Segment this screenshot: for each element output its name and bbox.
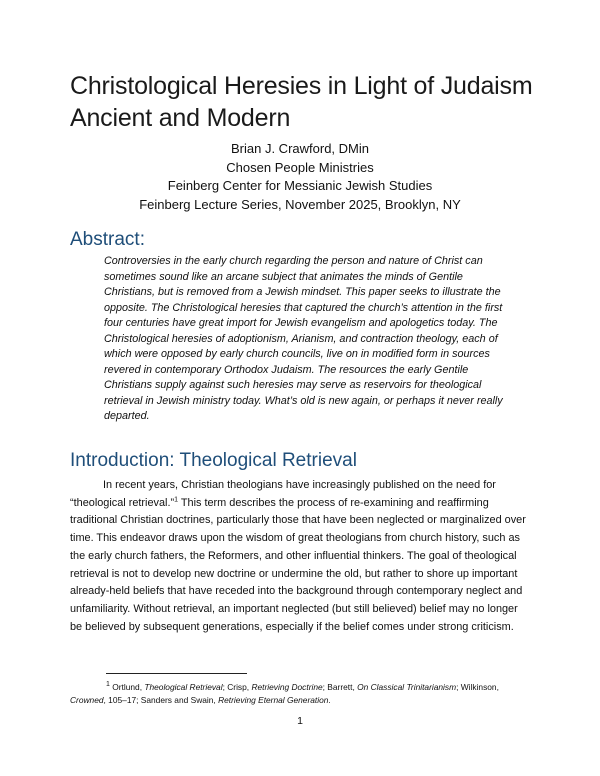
footnote — [70, 681, 532, 707]
footnote-reference[interactable]: 1 — [174, 496, 179, 504]
footnote-text: . — [328, 695, 331, 705]
footnote-work-title: Theological Retrieval — [144, 682, 223, 692]
abstract-text: Controversies in the early church regarding the person and nature of Christ can sometimes sound like an arcane subject that animates the minds of Gentile Christians, but is removed from a Jewish mindset. This paper seeks to illustrate the opposite. The Christological heresies that captured the church’s attention in the first four centuries have great import for Jewish evangelism and apologetics today. The Christological heresies of adoptionism, Arianism, and contraction theology, each of which were opposed by early church councils, live on in modified form in sources revered in contemporary Orthodox Judaism. The resources the early Gentile Christians supply against such heresies may serve as reservoirs for theological retrieval in Jewish ministry today. What’s old is new again, or perhaps it never really departed. — [104, 255, 503, 422]
author-event: Feinberg Lecture Series, November 2025, Brooklyn, NY — [139, 196, 461, 212]
page-number: 1 — [297, 715, 303, 727]
footnote-work-title: Retrieving Eternal Generation — [218, 695, 329, 705]
intro-text-start: In recent years, Christian theologians have increasingly published on the need for “theological retrieval.” — [70, 479, 496, 509]
footnote-work-title: On Classical Trinitarianism — [357, 682, 457, 692]
author-name: Brian J. Crawford, DMin — [231, 141, 369, 156]
footnote-work-title: Retrieving Doctrine — [251, 682, 323, 692]
introduction-heading: Introduction: Theological Retrieval — [70, 450, 357, 471]
footnote-separator — [106, 673, 247, 674]
author-center: Feinberg Center for Messianic Jewish Studies — [167, 178, 433, 193]
footnote-text: Ortlund, — [109, 682, 145, 692]
author-organization: Chosen People Ministries — [226, 159, 374, 175]
footnote-text: ; Crisp, — [222, 682, 252, 692]
paper-title: Christological Heresies in Light of Judaism Ancient and Modern — [70, 72, 533, 132]
introduction-paragraph — [70, 477, 532, 636]
abstract-heading: Abstract: — [70, 229, 145, 250]
footnote-marker: 1 — [106, 681, 110, 689]
intro-text-rest: This term describes the process of re-examining and reaffirming traditional Christian doctrines, particularly those that have been neglected or marginalized over time. This endeavor draws upon the wisdom of great theologians from church history, such as the early church fathers, the Reformers, and other influential thinkers. The goal of theological retrieval is not to develop new doctrine or undermine the old, but rather to shore up important already-held beliefs that have receded into the background through contemporary neglect and unfamiliarity. Without retrieval, an important neglected (but still believed) belief may no longer be believed by subsequent generations, especially if the belief comes under strong criticism. — [70, 496, 526, 633]
footnote-text: , 105–17; Sanders and Swain, — [103, 695, 219, 705]
footnote-text: ; Barrett, — [322, 682, 358, 692]
footnote-text: ; Wilkinson, — [456, 682, 499, 692]
footnote-work-title: Crowned — [70, 695, 104, 705]
author-block — [0, 140, 600, 214]
